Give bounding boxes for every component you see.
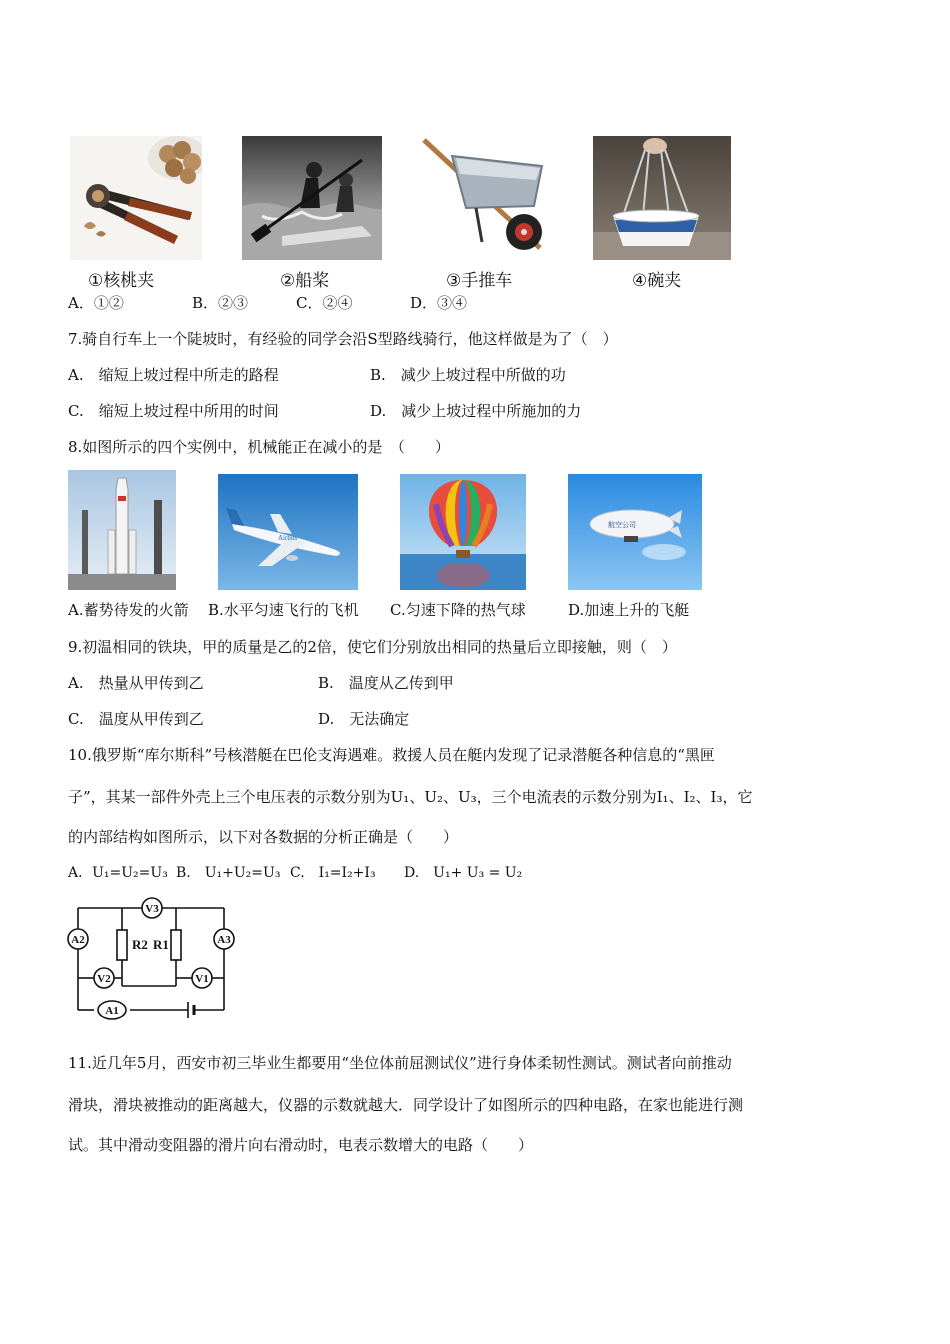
q10-option-b: B. U₁+U₂=U₃ — [176, 865, 281, 881]
bowl-clamp-image — [593, 136, 731, 260]
q6-option-d: D．③④ — [410, 294, 468, 312]
nutcracker-image — [70, 136, 202, 260]
caption-bowl-clamp: ④碗夹 — [632, 271, 682, 291]
a3-label: A3 — [217, 934, 231, 946]
q7-option-c: C. 缩短上坡过程中所用的时间 — [68, 402, 279, 420]
a2-label: A2 — [71, 934, 85, 946]
q11-stem-line3: 试。其中滑动变阻器的滑片向右滑动时，电表示数增大的电路（ ） — [68, 1136, 534, 1154]
q7-option-b: B. 减少上坡过程中所做的功 — [370, 366, 566, 384]
q10-option-d: D. U₁+ U₃ = U₂ — [404, 865, 523, 881]
q8-option-a: A.蓄势待发的火箭 — [68, 601, 189, 619]
wheelbarrow-image — [416, 136, 554, 260]
hot-air-balloon-image — [400, 474, 526, 590]
q10-option-c: C. I₁=I₂+I₃ — [290, 865, 376, 881]
paddle-image — [242, 136, 382, 260]
a1-label: A1 — [105, 1005, 119, 1017]
v2-label: V2 — [97, 973, 111, 985]
caption-paddle: ②船桨 — [280, 271, 330, 291]
q6-option-a: A．①② — [68, 294, 124, 312]
q9-option-a: A. 热量从甲传到乙 — [68, 674, 204, 692]
q9-stem: 9.初温相同的铁块，甲的质量是乙的2倍，使它们分别放出相同的热量后立即接触，则（ ） — [68, 638, 677, 656]
caption-nutcracker: ①核桃夹 — [88, 271, 155, 291]
airship-image — [568, 474, 702, 590]
q8-option-b: B.水平匀速飞行的飞机 — [208, 601, 359, 619]
q9-option-c: C. 温度从甲传到乙 — [68, 710, 204, 728]
q10-stem-line1: 10.俄罗斯“库尔斯科”号核潜艇在巴伦支海遇难。救援人员在艇内发现了记录潜艇各种信息的“黑匣 — [68, 746, 715, 764]
q10-option-a: A．U₁=U₂=U₃ — [68, 865, 168, 881]
circuit-diagram — [64, 894, 240, 1026]
q11-stem-line1: 11.近几年5月，西安市初三毕业生都要用“坐位体前屈测试仪”进行身体柔韧性测试。测试者向前推动 — [68, 1054, 732, 1072]
airplane-image — [218, 474, 358, 590]
q8-option-d: D.加速上升的飞艇 — [568, 601, 690, 619]
q9-option-d: D. 无法确定 — [318, 710, 410, 728]
q6-option-c: C．②④ — [296, 294, 353, 312]
q6-option-b: B．②③ — [192, 294, 249, 312]
q11-stem-line2: 滑块，滑块被推动的距离越大，仪器的示数就越大．同学设计了如图所示的四种电路，在家也能进行测 — [68, 1096, 744, 1114]
airship-lettering: 航空公司 — [608, 521, 636, 529]
q10-stem-line2: 子”，其某一部件外壳上三个电压表的示数分别为U₁、U₂、U₃，三个电流表的示数分别为I₁、I₂、I₃，它 — [68, 788, 753, 806]
svg-text:Airbus: Airbus — [278, 534, 298, 542]
caption-wheelbarrow: ③手推车 — [446, 271, 513, 291]
v1-label: V1 — [195, 973, 209, 985]
q7-option-a: A. 缩短上坡过程中所走的路程 — [68, 366, 279, 384]
q7-stem: 7.骑自行车上一个陡坡时，有经验的同学会沿S型路线骑行，他这样做是为了（ ） — [68, 330, 618, 348]
r2-label: R2 — [132, 937, 148, 952]
v3-label: V3 — [145, 903, 159, 915]
q10-stem-line3: 的内部结构如图所示，以下对各数据的分析正确是（ ） — [68, 828, 459, 846]
r1-label: R1 — [153, 937, 169, 952]
rocket-image — [68, 470, 176, 590]
q7-option-d: D. 减少上坡过程中所施加的力 — [370, 402, 582, 420]
q8-stem: 8.如图所示的四个实例中，机械能正在减小的是 （ ） — [68, 438, 450, 456]
q8-option-c: C.匀速下降的热气球 — [390, 601, 526, 619]
q9-option-b: B. 温度从乙传到甲 — [318, 674, 454, 692]
